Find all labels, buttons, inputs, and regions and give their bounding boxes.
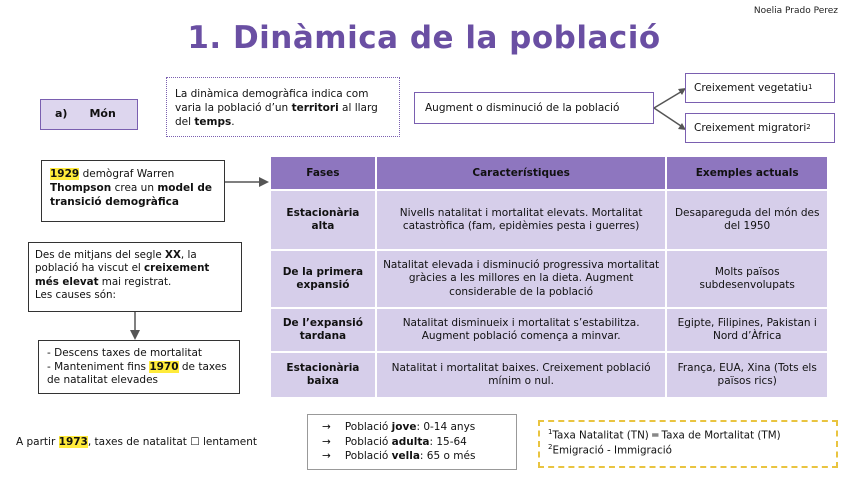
- ages-box: [307, 414, 517, 470]
- table-header-fases: Fases: [270, 156, 376, 190]
- table-header-caracteristiques: Característiques: [376, 156, 667, 190]
- age-row-adulta: [322, 435, 502, 450]
- footnote-1-sup: 1: [548, 428, 553, 436]
- age-row-jove: [322, 420, 502, 435]
- phases-table: [269, 155, 829, 399]
- table-header-exemples: Exemples actuals: [666, 156, 828, 190]
- page-title: 1. Dinàmica de la població: [187, 20, 661, 56]
- arrow-right-icon: →: [322, 421, 331, 433]
- creixement-vegetatiu-sup: 1: [807, 83, 813, 92]
- segle-bold-creixement: creixement més elevat: [35, 262, 210, 288]
- age-row-vella: [322, 449, 502, 464]
- section-box: [40, 99, 138, 130]
- footnote-legend-box: [538, 420, 838, 468]
- augment-box: [414, 92, 654, 124]
- thompson-model: model de transició demogràfica: [50, 182, 213, 209]
- table-cell-examples: Egipte, Filipines, Pakistan i Nord d’Àfrica: [666, 308, 828, 352]
- creixement-migratori-sup: 2: [806, 123, 811, 132]
- thompson-text-1: demògraf Warren: [79, 168, 175, 180]
- thompson-year: 1929: [50, 168, 80, 180]
- segle-box: [28, 242, 242, 312]
- section-letter: a): [55, 107, 68, 121]
- definition-text-1: La dinàmica demogràfica indica com varia la població d’un: [175, 88, 369, 115]
- segle-text-2: , la població ha viscut el: [35, 249, 197, 275]
- table-header-row: [270, 156, 828, 190]
- segle-causes-label: Les causes són:: [35, 289, 117, 302]
- natalitat-note-text-1: A partir: [16, 436, 59, 448]
- table-row: [270, 352, 828, 398]
- table-cell-examples: Desapareguda del món des del 1950: [666, 190, 828, 250]
- table-cell-phase: Estacionària alta: [270, 190, 376, 250]
- footnote-1-text: Taxa Natalitat (TN) ═ Taxa de Mortalitat (TM): [552, 429, 781, 442]
- age-bold-vella: vella: [391, 450, 420, 463]
- creixement-vegetatiu-box: [685, 73, 835, 103]
- segle-text-3: mai registrat.: [98, 275, 172, 288]
- age-bold-adulta: adulta: [391, 435, 430, 448]
- age-text-post: : 15-64: [429, 435, 467, 448]
- branch-arrows: [650, 80, 690, 140]
- segle-text-1: Des de mitjans del segle: [35, 249, 166, 261]
- cause-natalitat-year: 1970: [149, 360, 179, 373]
- age-bold-jove: jove: [391, 421, 417, 433]
- natalitat-note-text-2: , taxes de natalitat ☐ lentament: [87, 436, 257, 448]
- causes-arrow: [128, 312, 142, 340]
- table-cell-characteristics: Natalitat disminueix i mortalitat s’estabilitza. Augment població comença a minvar.: [376, 308, 667, 352]
- cause-mortalitat: - Descens taxes de mortalitat: [47, 347, 203, 359]
- arrow-right-icon: →: [322, 435, 331, 448]
- creixement-migratori-text: Creixement migratori: [694, 121, 807, 134]
- natalitat-note-year: 1973: [58, 436, 88, 448]
- definition-box: [166, 77, 400, 137]
- table-row: [270, 250, 828, 308]
- definition-bold-territori: territori: [291, 102, 339, 115]
- causes-box: [38, 340, 240, 394]
- natalitat-1973-note: [16, 436, 257, 448]
- age-text-pre: Població: [344, 450, 392, 463]
- footnote-2: [548, 443, 828, 458]
- thompson-name: Thompson: [50, 182, 112, 195]
- thompson-box: [41, 160, 225, 222]
- age-text-pre: Població: [344, 435, 392, 448]
- table-cell-characteristics: Natalitat elevada i disminució progressiva mortalitat gràcies a les millores en la dieta. Augment considerable de la població: [376, 250, 667, 308]
- thompson-arrow: [225, 175, 271, 189]
- arrow-right-icon: →: [322, 450, 331, 463]
- augment-text: Augment o disminució de la població: [425, 101, 620, 114]
- table-cell-characteristics: Nivells natalitat i mortalitat elevats. Mortalitat catastròfica (fam, epidèmies pesta i guerres): [376, 190, 667, 250]
- cause-natalitat: [47, 361, 231, 388]
- table-cell-phase: De l’expansió tardana: [270, 308, 376, 352]
- cause-natalitat-text-2: de taxes de natalitat elevades: [47, 360, 227, 387]
- definition-text-3: .: [231, 116, 235, 129]
- thompson-text-2: crea un: [111, 182, 158, 195]
- footnote-1: [548, 428, 828, 443]
- age-text-post: : 0-14 anys: [416, 421, 476, 433]
- section-label: Món: [89, 107, 116, 121]
- age-text-pre: Població: [344, 421, 392, 433]
- table-row: [270, 308, 828, 352]
- age-text-post: : 65 o més: [419, 450, 476, 463]
- segle-bold-xx: XX: [165, 249, 181, 261]
- creixement-vegetatiu-text: Creixement vegetatiu: [694, 81, 808, 94]
- table-cell-phase: Estacionària baixa: [270, 352, 376, 398]
- table-cell-phase: De la primera expansió: [270, 250, 376, 308]
- table-cell-characteristics: Natalitat i mortalitat baixes. Creixement població mínim o nul.: [376, 352, 667, 398]
- cause-natalitat-text-1: - Manteniment fins: [47, 360, 150, 373]
- creixement-migratori-box: [685, 113, 835, 143]
- table-cell-examples: França, EUA, Xina (Tots els països rics): [666, 352, 828, 398]
- author-name: Noelia Prado Perez: [753, 6, 838, 16]
- definition-bold-temps: temps: [194, 116, 232, 129]
- footnote-2-text: Emigració - Immigració: [552, 444, 672, 457]
- table-cell-examples: Molts països subdesenvolupats: [666, 250, 828, 308]
- table-row: [270, 190, 828, 250]
- footnote-2-sup: 2: [548, 443, 553, 452]
- definition-text-2: al llarg del: [175, 102, 378, 129]
